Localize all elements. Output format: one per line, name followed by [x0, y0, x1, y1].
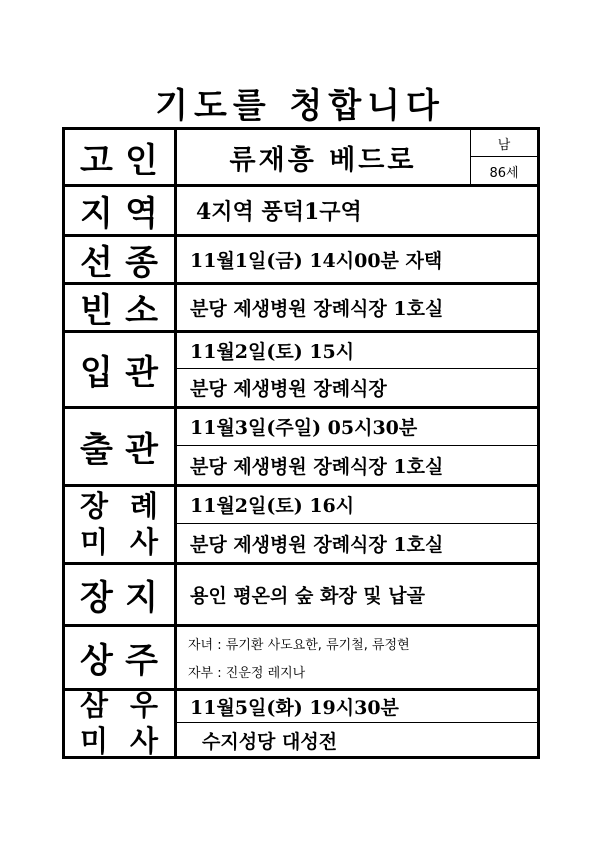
label-funeral-mass: 장 례 미 사 — [80, 489, 158, 559]
label-deceased: 고 인 — [80, 140, 158, 181]
mourners-children: 자녀 : 류기환 사도요한, 류기철, 류정현 — [188, 637, 410, 653]
label-region: 지 역 — [80, 193, 158, 234]
third-day-mass-place: 수지성당 대성전 — [202, 730, 338, 753]
deceased-gender: 남 — [497, 137, 511, 153]
label-burial: 장 지 — [80, 577, 158, 618]
label-mortuary: 빈 소 — [80, 290, 158, 331]
death-value: 11월1일(금) 14시00분 자택 — [190, 249, 443, 272]
region-value: 4지역 풍덕1구역 — [196, 198, 362, 225]
funeral-mass-time: 11월2일(토) 16시 — [190, 495, 355, 517]
document-title: 기도를 청합니다 — [155, 86, 445, 126]
mourners-daughter-in-law: 자부 : 진운정 레지나 — [188, 665, 306, 681]
label-third-day-mass: 삼 우 미 사 — [80, 688, 158, 758]
label-departure: 출 관 — [80, 429, 158, 470]
mortuary-value: 분당 제생병원 장례식장 1호실 — [190, 297, 444, 320]
gender-age-split — [470, 156, 540, 157]
departure-place: 분당 제생병원 장례식장 1호실 — [190, 455, 444, 478]
burial-value: 용인 평온의 숲 화장 및 납골 — [190, 584, 425, 607]
label-death: 선 종 — [80, 242, 158, 283]
deceased-name: 류재흥 베드로 — [229, 144, 417, 176]
encoffining-time: 11월2일(토) 15시 — [190, 340, 355, 363]
departure-time: 11월3일(주일) 05시30분 — [190, 417, 418, 439]
deceased-age: 86세 — [489, 165, 519, 181]
label-mourners: 상 주 — [80, 640, 158, 681]
encoffining-place: 분당 제생병원 장례식장 — [190, 378, 387, 400]
label-encoffining: 입 관 — [80, 352, 158, 393]
third-day-mass-time: 11월5일(화) 19시30분 — [190, 696, 399, 719]
funeral-mass-place: 분당 제생병원 장례식장 1호실 — [190, 533, 444, 556]
